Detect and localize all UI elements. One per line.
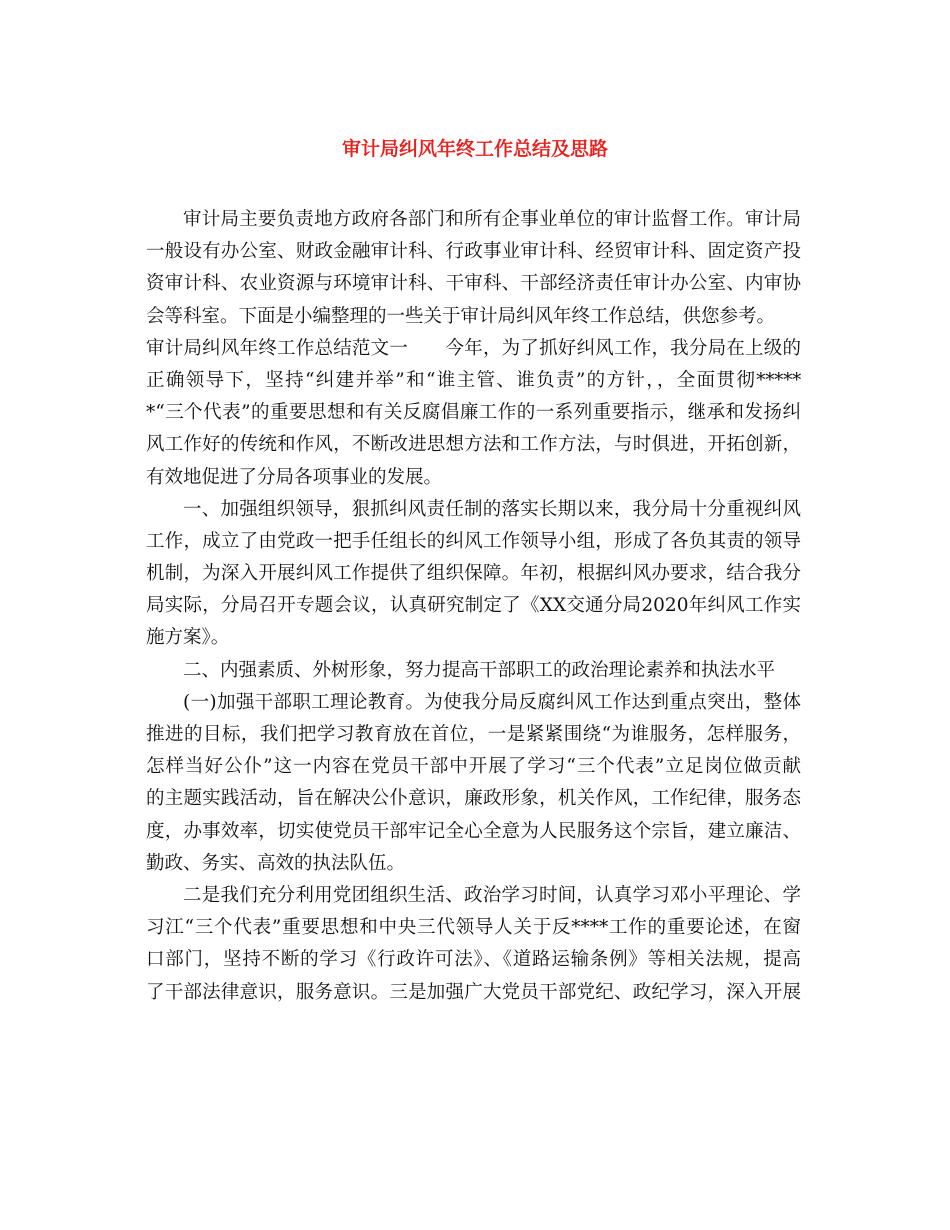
body-line: 了干部法律意识，服务意识。三是加强广大党员干部党纪、政纪学习，深入开展 [146, 981, 801, 1003]
body-line: 施方案》。 [146, 627, 230, 649]
body-line: 一、加强组织领导，狠抓纠风责任制的落实长期以来，我分局十分重视纠风 [183, 498, 801, 520]
document-title: 审计局纠风年终工作总结及思路 [341, 138, 608, 160]
body-line: 资审计科、农业资源与环境审计科、干审科、干部经济责任审计办公室、内审协 [146, 273, 801, 295]
body-line: 风工作好的传统和作风，不断改进思想方法和工作方法，与时俱进，开拓创新， [146, 434, 801, 456]
body-line: 习江“三个代表”重要思想和中央三代领导人关于反****工作的重要论述，在窗 [146, 917, 801, 939]
body-line: 口部门，坚持不断的学习《行政许可法》、《道路运输条例》等相关法规，提高 [146, 949, 801, 971]
body-line: 推进的目标，我们把学习教育放在首位，一是紧紧围绕“为谁服务，怎样服务， [146, 724, 801, 745]
body-line: 工作，成立了由党政一把手任组长的纠风工作领导小组，形成了各负其责的领导 [146, 530, 801, 552]
body-line: 局实际，分局召开专题会议，认真研究制定了《XX交通分局2020年纠风工作实 [146, 595, 801, 617]
body-line: 度，办事效率，切实使党员干部牢记全心全意为人民服务这个宗旨，建立廉洁、 [146, 820, 801, 842]
body-line: 有效地促进了分局各项事业的发展。 [146, 466, 443, 488]
body-line: 正确领导下，坚持“纠建并举”和“谁主管、谁负责”的方针，，全面贯彻***** [146, 369, 801, 391]
body-line: (一)加强干部职工理论教育。为使我分局反腐纠风工作达到重点突出，整体 [183, 691, 801, 713]
body-line: *“三个代表”的重要思想和有关反腐倡廉工作的一系列重要指示，继承和发扬纠 [146, 402, 801, 424]
body-line: 二是我们充分利用党团组织生活、政治学习时间，认真学习邓小平理论、学 [183, 884, 801, 906]
document-body [146, 204, 801, 1009]
body-line: 审计局主要负责地方政府各部门和所有企事业单位的审计监督工作。审计局 [183, 209, 801, 230]
body-line: 机制，为深入开展纠风工作提供了组织保障。年初，根据纠风办要求，结合我分 [146, 563, 801, 585]
body-line: 的主题实践活动，旨在解决公仆意识，廉政形象，机关作风，工作纪律，服务态 [146, 788, 801, 810]
body-line: 审计局纠风年终工作总结范文一 今年，为了抓好纠风工作，我分局在上级的 [146, 337, 801, 359]
body-line: 一般设有办公室、财政金融审计科、行政事业审计科、经贸审计科、固定资产投 [146, 241, 801, 263]
body-line: 勤政、务实、高效的执法队伍。 [146, 852, 406, 874]
body-line: 二、内强素质、外树形象，努力提高干部职工的政治理论素养和执法水平 [183, 659, 776, 681]
body-line: 怎样当好公仆”这一内容在党员干部中开展了学习“三个代表”立足岗位做贡献 [146, 756, 801, 778]
body-line: 会等科室。下面是小编整理的一些关于审计局纠风年终工作总结，供您参考。 [146, 305, 776, 327]
